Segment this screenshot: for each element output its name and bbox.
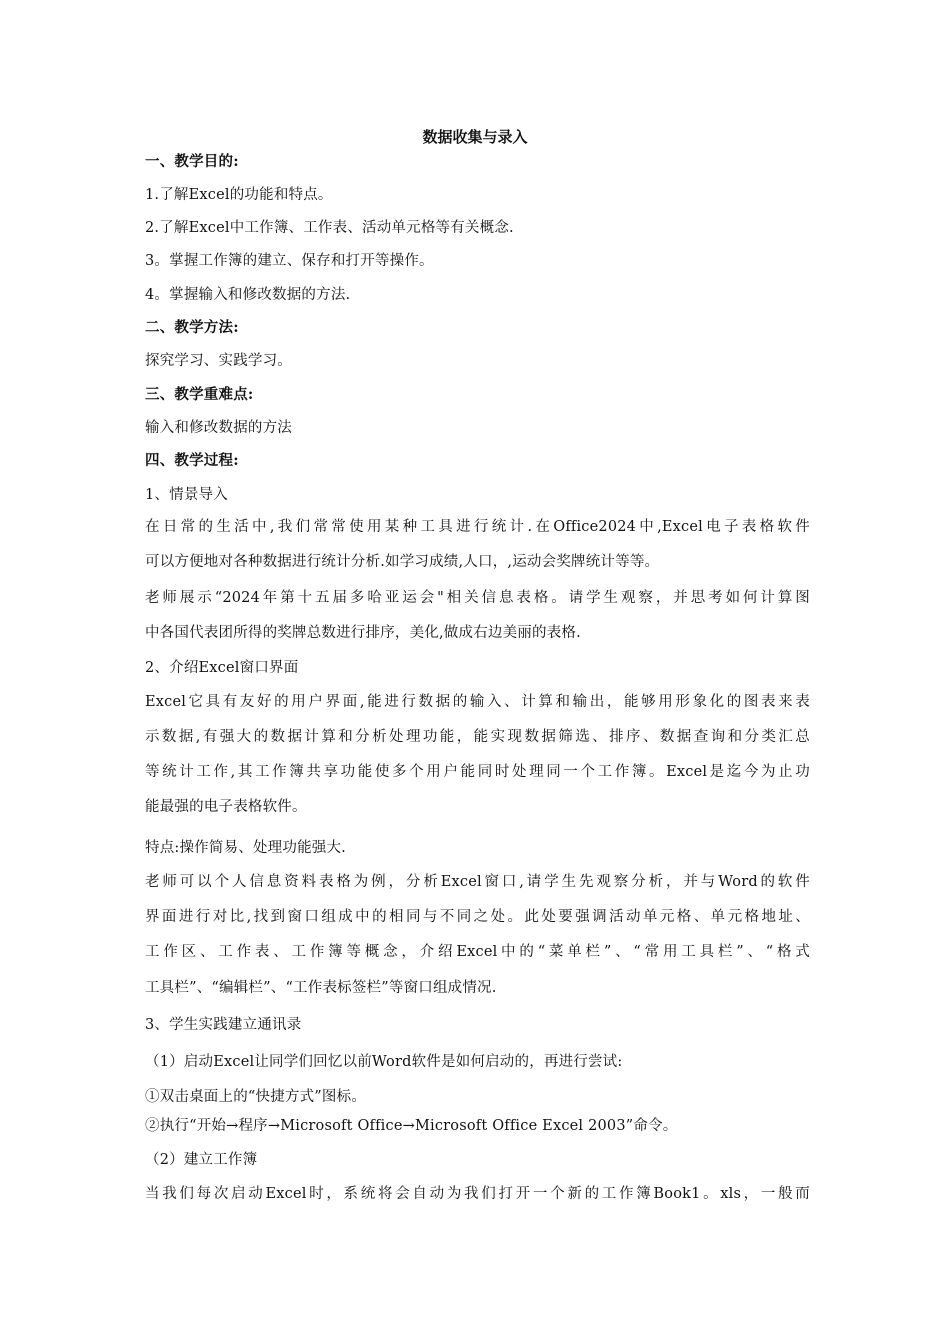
- paragraph-line: 探究学习、实践学习。: [145, 353, 292, 369]
- paragraph-line: 等统计工作,其工作簿共享功能使多个用户能同时处理同一个工作簿。Excel是迄今为止功: [145, 764, 810, 780]
- paragraph-line: 可以方便地对各种数据进行统计分析.如学习成绩,人口，,运动会奖牌统计等等。: [145, 554, 660, 570]
- paragraph-line: 1.了解Excel的功能和特点。: [145, 187, 333, 203]
- paragraph-line: 2、介绍Excel窗口界面: [145, 660, 299, 676]
- paragraph-line: 工作区、工作表、工作簿等概念，介绍Excel中的“菜单栏”、“常用工具栏”、“格式: [145, 944, 810, 960]
- paragraph-line: 在日常的生活中,我们常常使用某种工具进行统计.在Office2024中,Excel电子表格软件: [145, 519, 810, 535]
- paragraph-line: （1）启动Excel让同学们回忆以前Word软件是如何启动的，再进行尝试:: [145, 1054, 623, 1070]
- paragraph-line: 老师展示“2024年第十五届多哈亚运会"相关信息表格。请学生观察，并思考如何计算图: [145, 590, 810, 606]
- section-heading: 三、教学重难点:: [145, 386, 254, 403]
- paragraph-line: 当我们每次启动Excel时，系统将会自动为我们打开一个新的工作簿Book1。xls，一般而: [145, 1186, 810, 1202]
- paragraph-line: 界面进行对比,找到窗口组成中的相同与不同之处。此处要强调活动单元格、单元格地址、: [145, 909, 810, 925]
- paragraph-line: Excel它具有友好的用户界面,能进行数据的输入、计算和输出，能够用形象化的图表来表: [145, 694, 810, 710]
- document-title: 数据收集与录入: [422, 128, 528, 146]
- paragraph-line: 4。掌握输入和修改数据的方法.: [145, 287, 351, 303]
- paragraph-line: 老师可以个人信息资料表格为例，分析Excel窗口,请学生先观察分析，并与Word的软件: [145, 874, 810, 890]
- section-heading: 四、教学过程:: [145, 452, 239, 469]
- paragraph-line: 能最强的电子表格软件。: [145, 799, 307, 815]
- section-heading: 一、教学目的:: [145, 153, 239, 170]
- section-heading: 二、教学方法:: [145, 319, 239, 336]
- paragraph-line: （2）建立工作簿: [145, 1152, 258, 1168]
- paragraph-line: 特点:操作简易、处理功能强大.: [145, 840, 346, 856]
- paragraph-line: 3。掌握工作簿的建立、保存和打开等操作。: [145, 253, 434, 269]
- paragraph-line: 输入和修改数据的方法: [145, 420, 292, 436]
- paragraph-line: 2.了解Excel中工作簿、工作表、活动单元格等有关概念.: [145, 220, 514, 236]
- paragraph-line: 1、情景导入: [145, 487, 228, 503]
- paragraph-line: ②执行“开始→程序→Microsoft Office→Microsoft Office Excel 2003”命令。: [145, 1118, 678, 1134]
- paragraph-line: 中各国代表团所得的奖牌总数进行排序，美化,做成右边美丽的表格.: [145, 625, 581, 641]
- paragraph-line: 工具栏”、“编辑栏”、“工作表标签栏”等窗口组成情况.: [145, 980, 497, 996]
- paragraph-line: 示数据,有强大的数据计算和分析处理功能，能实现数据筛选、排序、数据查询和分类汇总: [145, 729, 810, 745]
- paragraph-line: 3、学生实践建立通讯录: [145, 1017, 302, 1033]
- paragraph-line: ①双击桌面上的“快捷方式”图标。: [145, 1089, 367, 1105]
